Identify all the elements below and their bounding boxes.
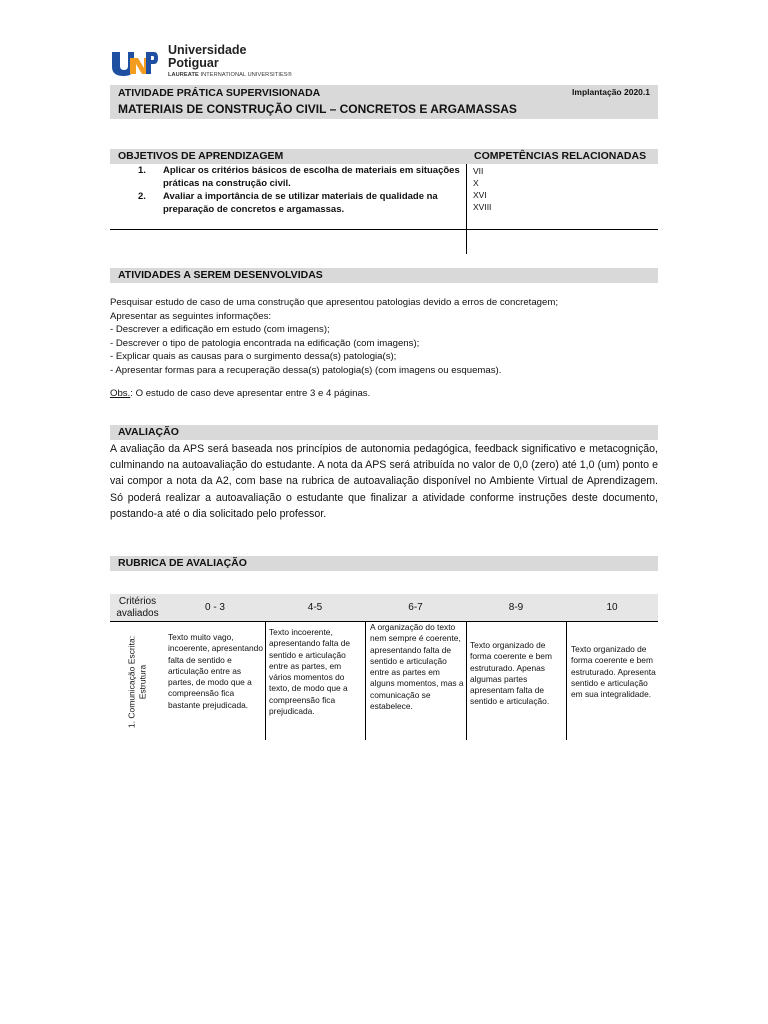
activities-header-label: ATIVIDADES A SEREM DESENVOLVIDAS — [118, 269, 323, 281]
evaluation-header-label: AVALIAÇÃO — [118, 426, 179, 438]
rubric-row-label-line1: 1. Comunicação Escrita: — [126, 635, 137, 729]
activity-line: Apresentar as seguintes informações: — [110, 310, 272, 322]
university-logo — [110, 43, 292, 84]
competencies-header: COMPETÊNCIAS RELACIONADAS — [474, 150, 647, 162]
observation-label: Obs. — [110, 388, 131, 399]
score-column-header: 6-7 — [408, 602, 423, 613]
laureate-tagline — [168, 72, 292, 78]
competencies-list — [473, 165, 491, 213]
university-name-line2: Potiguar — [168, 56, 219, 70]
laureate-rest: INTERNATIONAL UNIVERSITIES® — [198, 72, 292, 78]
activity-line: - Apresentar formas para a recuperação dessa(s) patologia(s) (com imagens ou esquemas). — [110, 364, 502, 376]
competency-item: X — [473, 178, 479, 188]
activity-line: Pesquisar estudo de caso de uma construção que apresentou patologias devido a erros de concretagem; — [110, 297, 558, 308]
activities-header — [110, 268, 658, 283]
activity-type-title: ATIVIDADE PRÁTICA SUPERVISIONADA — [118, 87, 321, 99]
evaluation-header — [110, 425, 658, 440]
competency-item: VII — [473, 166, 484, 176]
laureate-bold: LAUREATE — [168, 72, 199, 78]
rubric-table-header — [110, 594, 658, 622]
rubric-cell: Texto organizado de forma coerente e bem estruturado. Apenas algumas partes apresentam falta de sentido e articulação. — [470, 640, 552, 707]
observation-text: : O estudo de caso deve apresentar entre 3 e 4 páginas. — [130, 388, 371, 399]
rubric-row-label-line2: Estrutura — [137, 664, 147, 700]
observation-note — [110, 388, 370, 399]
objectives-list — [138, 164, 464, 216]
rubric-row-label — [110, 622, 165, 740]
rubric-column-divider — [566, 622, 567, 740]
activity-line: - Descrever o tipo de patologia encontrada na edificação (com imagens); — [110, 337, 420, 349]
rubric-cell: Texto muito vago, incoerente, apresentando falta de sentido e articulação entre as partes, de modo que a compreensão fica bastante prejudicada. — [168, 632, 263, 710]
rubric-header — [110, 556, 658, 571]
objectives-header — [110, 149, 658, 164]
score-column-header: 0 - 3 — [204, 602, 225, 613]
rubric-column-divider — [265, 622, 266, 740]
competency-item: XVIII — [473, 202, 492, 212]
course-title: MATERIAIS DE CONSTRUÇÃO CIVIL – CONCRETOS E ARGAMASSAS — [118, 102, 517, 116]
rubric-row-label-text — [127, 627, 148, 737]
rubric-column-divider — [466, 622, 467, 740]
rubric-cell: Texto incoerente, apresentando falta de sentido e articulação entre as partes, em vários momentos do texto, de modo que a compreensão fica prejudicada. — [269, 627, 351, 717]
unp-logo-mark-icon — [110, 48, 158, 78]
score-column-header: 10 — [606, 602, 618, 613]
competency-item: XVI — [473, 190, 487, 200]
evaluation-text: A avaliação da APS será baseada nos princípios de autonomia pedagógica, feedback significativo e metacognição, culminando na autoavaliação do estudante. A nota da APS será atribuída no valor de 0,0 (zero) até 1,0 (um) ponto e vai compor a nota da A2, com base na rubrica de autoavaliação disponível no Ambiente Virtual de Aprendizagem. Só poderá realizar a autoavaliação o estudante que finalizar a atividade conforme instruções deste documento, postando-a até o dia solicitado pelo professor. — [110, 443, 658, 520]
objective-number: 2. — [138, 191, 146, 202]
implantacao-label: Implantação 2020.1 — [572, 87, 650, 97]
objective-number: 1. — [138, 165, 146, 176]
objectives-row-divider — [110, 229, 658, 230]
objectives-column-divider — [466, 164, 467, 254]
activity-line: - Descrever a edificação em estudo (com imagens); — [110, 324, 330, 336]
score-column-header: 8-9 — [508, 602, 524, 613]
objective-item — [138, 190, 464, 216]
rubric-column-divider — [365, 622, 366, 740]
objectives-header-left: OBJETIVOS DE APRENDIZAGEM — [118, 150, 284, 162]
rubric-cell: A organização do texto nem sempre é coerente, apresentando falta de sentido e articulação entre as partes em alguns momentos, mas a comunicação se estabelece. — [370, 622, 464, 712]
rubric-cell: Texto organizado de forma coerente e bem estruturado. Apresenta sentido e articulação em sua integralidade. — [571, 644, 656, 700]
score-column-header: 4-5 — [307, 602, 323, 613]
university-name-line1: Universidade — [168, 43, 247, 57]
rubric-header-label: RUBRICA DE AVALIAÇÃO — [118, 557, 247, 569]
title-band — [110, 85, 658, 119]
activities-text — [110, 296, 658, 378]
objective-text: Avaliar a importância de se utilizar materiais de qualidade na preparação de concretos e argamassas. — [163, 191, 438, 215]
objective-item — [138, 164, 464, 190]
criteria-header: Critérios avaliados — [116, 596, 159, 619]
objective-text: Aplicar os critérios básicos de escolha de materiais em situações práticas na construção civil. — [163, 165, 460, 189]
activity-line: - Explicar quais as causas para o surgimento dessa(s) patologia(s); — [110, 351, 397, 363]
rubric-table-body — [110, 622, 658, 740]
